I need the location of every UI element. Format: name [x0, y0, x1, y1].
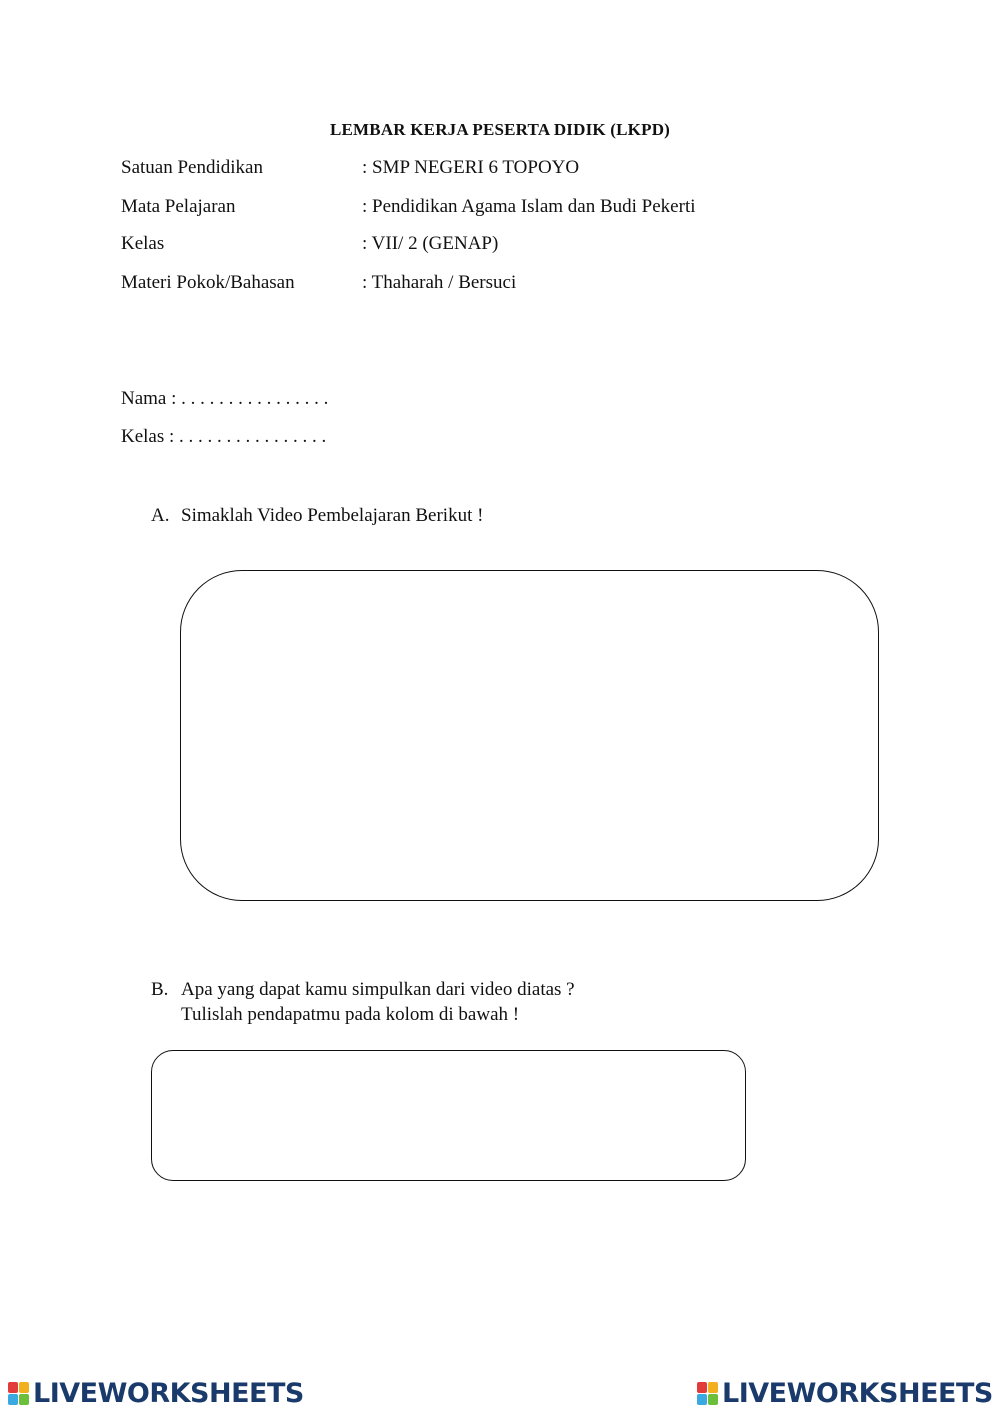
logo-square-green — [19, 1394, 29, 1405]
video-box[interactable] — [180, 570, 879, 901]
watermark-text: LIVEWORKSHEETS — [722, 1378, 993, 1409]
section-b-text-line2: Tulislah pendapatmu pada kolom di bawah ! — [181, 1004, 520, 1025]
logo-square-red — [697, 1382, 707, 1393]
info-value: : SMP NEGERI 6 TOPOYO — [362, 157, 580, 178]
logo-square-yellow — [19, 1382, 29, 1393]
section-b-letter: B. — [151, 979, 169, 1000]
logo-square-yellow — [708, 1382, 718, 1393]
watermark-right — [697, 1378, 993, 1410]
info-value: : Pendidikan Agama Islam dan Budi Pekerti — [362, 196, 696, 217]
info-value: : VII/ 2 (GENAP) — [362, 233, 499, 254]
section-a-letter: A. — [151, 505, 170, 526]
info-label: Satuan Pendidikan — [121, 157, 263, 178]
section-a-text: Simaklah Video Pembelajaran Berikut ! — [181, 505, 484, 526]
document-title: LEMBAR KERJA PESERTA DIDIK (LKPD) — [329, 120, 671, 139]
info-label: Kelas — [121, 233, 165, 254]
logo-square-green — [708, 1394, 718, 1405]
liveworksheets-logo-icon — [8, 1382, 30, 1406]
student-name-line[interactable]: Nama : . . . . . . . . . . . . . . . . — [121, 388, 329, 409]
info-value: : Thaharah / Bersuci — [362, 272, 517, 293]
logo-square-red — [8, 1382, 18, 1393]
info-label: Materi Pokok/Bahasan — [121, 272, 295, 293]
logo-square-blue — [8, 1394, 18, 1405]
logo-square-blue — [697, 1394, 707, 1405]
watermark-left — [8, 1378, 304, 1410]
watermark-text: LIVEWORKSHEETS — [33, 1378, 304, 1409]
liveworksheets-logo-icon — [697, 1382, 719, 1406]
section-b-text-line1: Apa yang dapat kamu simpulkan dari video diatas ? — [181, 979, 575, 1000]
answer-box[interactable] — [151, 1050, 746, 1181]
info-label: Mata Pelajaran — [121, 196, 236, 217]
student-class-line[interactable]: Kelas : . . . . . . . . . . . . . . . . — [121, 426, 327, 447]
